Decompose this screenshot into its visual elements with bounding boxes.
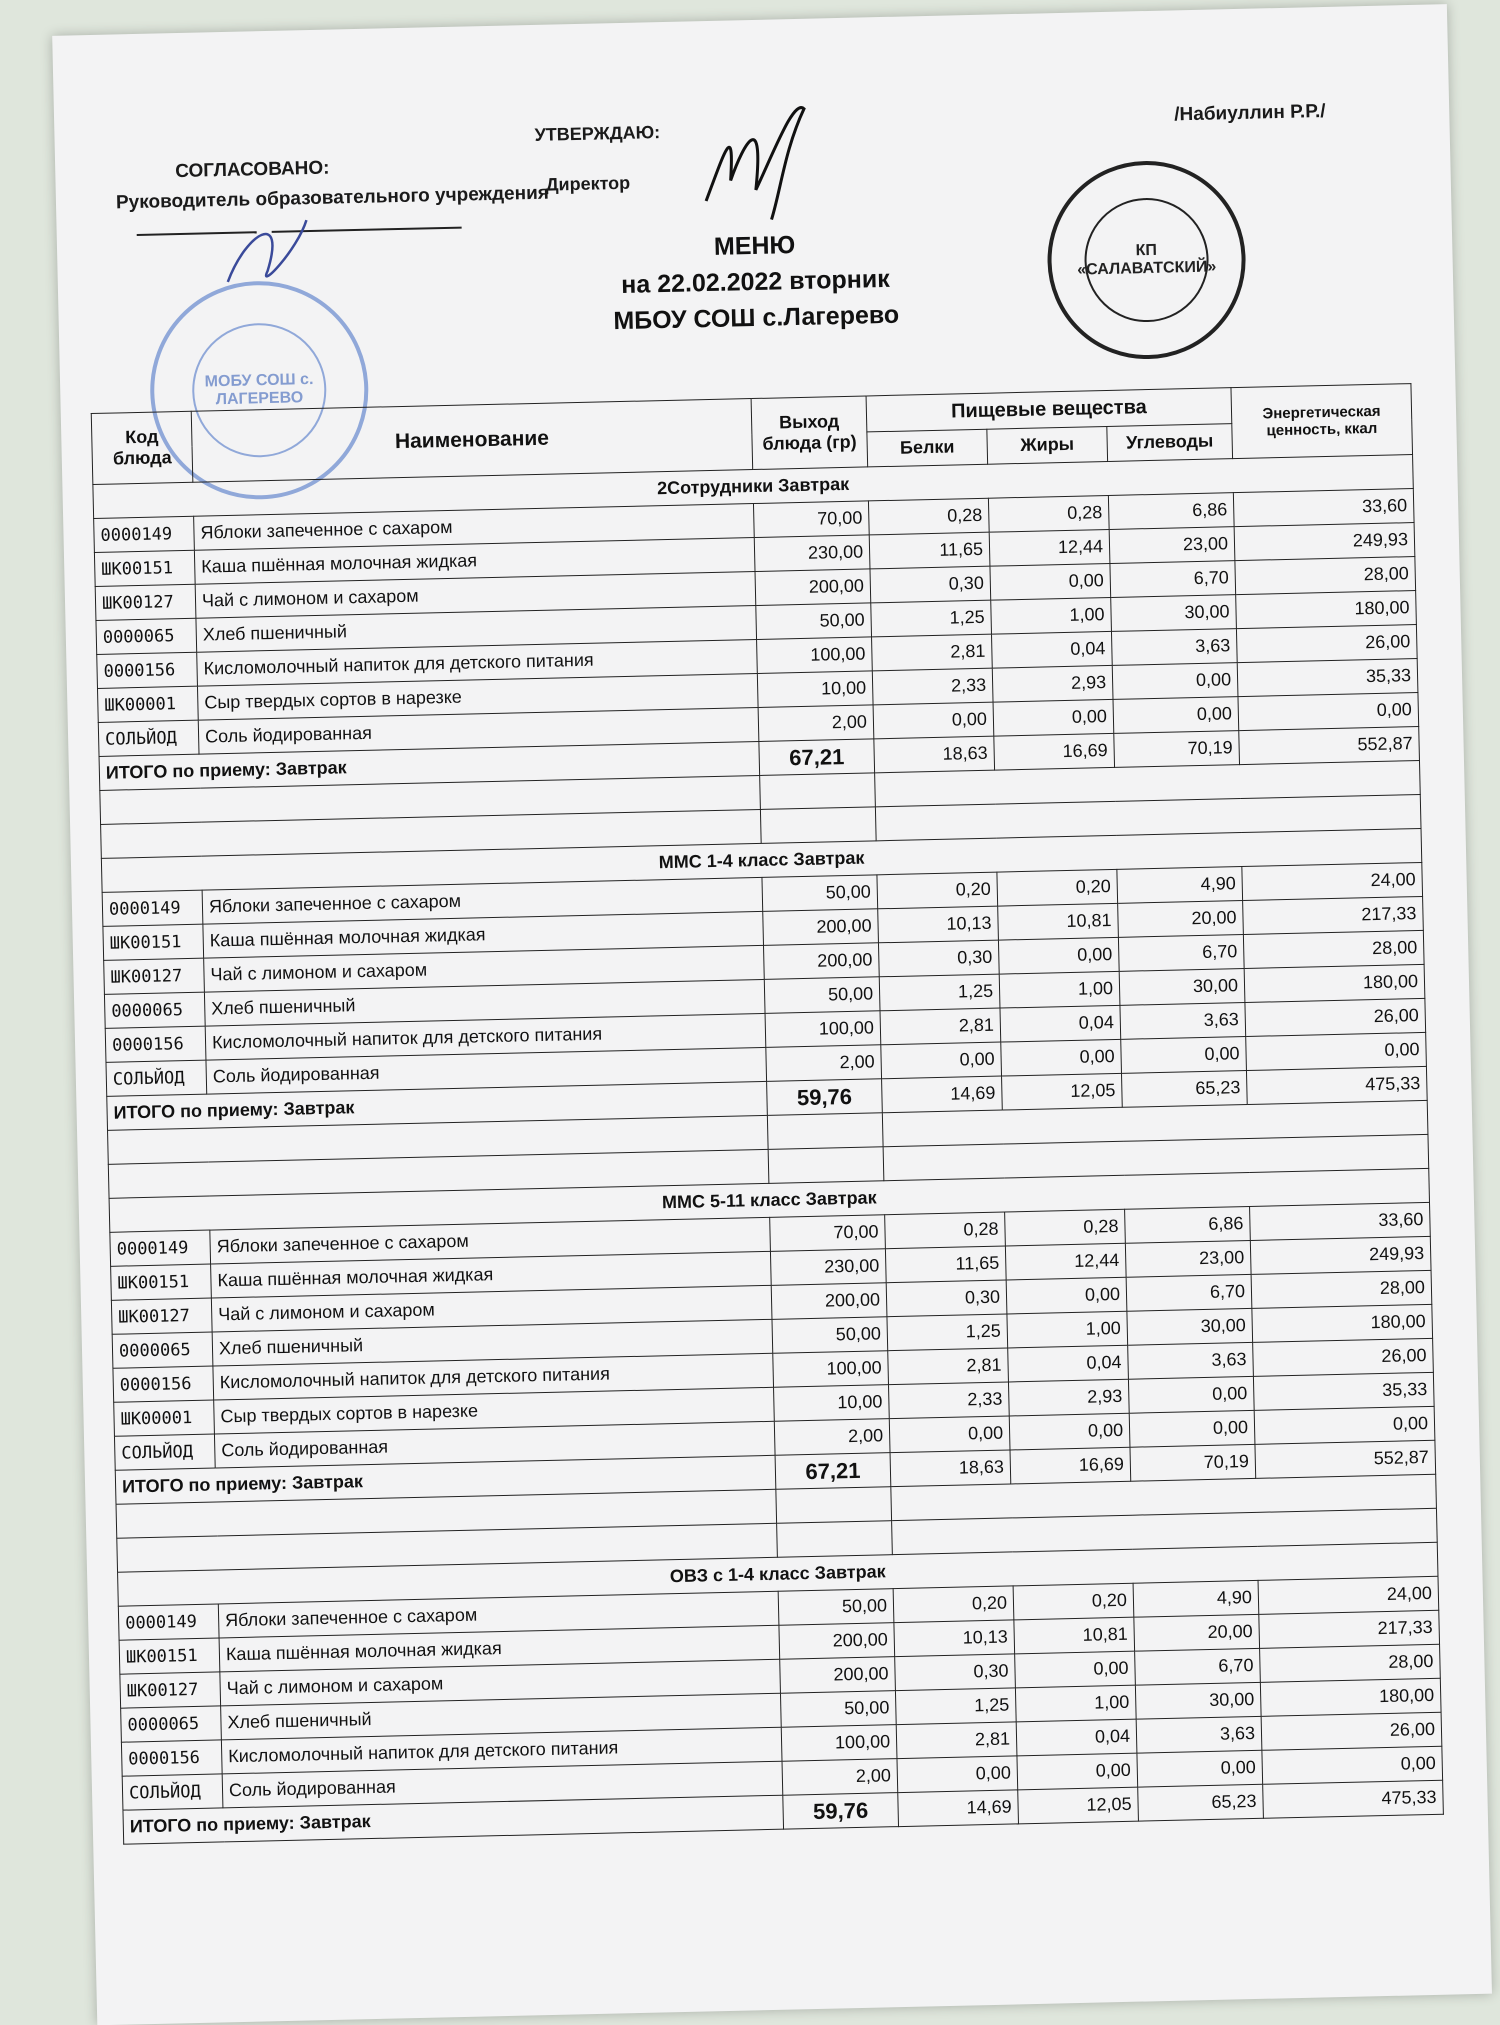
total-fat: 12,05 bbox=[1002, 1073, 1123, 1110]
dish-fat: 10,81 bbox=[1014, 1617, 1135, 1654]
dish-carbs: 30,00 bbox=[1135, 1682, 1261, 1719]
dish-protein: 0,20 bbox=[893, 1586, 1014, 1623]
dish-name: Кисломолочный напиток для детского питания bbox=[213, 1353, 774, 1400]
dish-energy: 28,00 bbox=[1235, 557, 1416, 595]
dish-code: 0000065 bbox=[121, 1706, 222, 1742]
dish-fat: 0,00 bbox=[1001, 1039, 1122, 1076]
dish-carbs: 6,86 bbox=[1125, 1206, 1251, 1243]
dish-code: 0000065 bbox=[104, 992, 205, 1028]
dish-carbs: 0,00 bbox=[1137, 1750, 1263, 1787]
dish-code: 0000156 bbox=[121, 1740, 222, 1776]
col-code: Код блюда bbox=[91, 411, 193, 484]
dish-fat: 0,00 bbox=[990, 563, 1111, 600]
dish-fat: 0,00 bbox=[1006, 1277, 1127, 1314]
dish-energy: 24,00 bbox=[1242, 862, 1423, 900]
dish-output: 2,00 bbox=[766, 1045, 882, 1082]
dish-energy: 0,00 bbox=[1254, 1406, 1435, 1444]
dish-protein: 0,30 bbox=[886, 1280, 1007, 1317]
dish-fat: 0,00 bbox=[1009, 1413, 1130, 1450]
dish-name: Кисломолочный напиток для детского питания bbox=[197, 639, 758, 686]
total-protein: 18,63 bbox=[890, 1450, 1011, 1487]
dish-energy: 180,00 bbox=[1260, 1678, 1441, 1716]
dish-protein: 0,00 bbox=[897, 1756, 1018, 1793]
dish-name: Кисломолочный напиток для детского питания bbox=[205, 1013, 766, 1060]
dish-fat: 1,00 bbox=[999, 971, 1120, 1008]
dish-protein: 0,30 bbox=[895, 1654, 1016, 1691]
dish-energy: 217,33 bbox=[1243, 896, 1424, 934]
dish-fat: 0,28 bbox=[1005, 1209, 1126, 1246]
dish-energy: 33,60 bbox=[1233, 489, 1414, 527]
dish-protein: 1,25 bbox=[895, 1688, 1016, 1725]
dish-fat: 0,04 bbox=[991, 631, 1112, 668]
dish-fat: 0,00 bbox=[1015, 1651, 1136, 1688]
dish-energy: 26,00 bbox=[1261, 1712, 1442, 1750]
dish-name: Каша пшённая молочная жидкая bbox=[219, 1625, 780, 1672]
dish-fat: 0,00 bbox=[998, 937, 1119, 974]
total-carbs: 70,19 bbox=[1114, 731, 1240, 768]
dish-output: 50,00 bbox=[778, 1589, 894, 1626]
total-output: 67,21 bbox=[775, 1453, 891, 1490]
dish-code: 0000156 bbox=[97, 652, 198, 688]
dish-protein: 2,81 bbox=[880, 1008, 1001, 1045]
page-title: МЕНЮ bbox=[713, 231, 796, 261]
dish-protein: 2,33 bbox=[888, 1382, 1009, 1419]
dish-protein: 1,25 bbox=[871, 600, 992, 637]
dish-carbs: 0,00 bbox=[1113, 697, 1239, 734]
total-label: ИТОГО по приему: Завтрак bbox=[115, 1455, 776, 1504]
dish-carbs: 4,90 bbox=[1133, 1580, 1259, 1617]
dish-fat: 2,93 bbox=[1008, 1379, 1129, 1416]
dish-name: Яблоки запеченное с сахаром bbox=[210, 1217, 771, 1264]
dish-code: ШК00151 bbox=[103, 924, 204, 960]
section-title: ММС 5-11 класс Завтрак bbox=[109, 1168, 1429, 1232]
dish-fat: 0,04 bbox=[1000, 1005, 1121, 1042]
dish-output: 50,00 bbox=[762, 875, 878, 912]
dish-energy: 35,33 bbox=[1237, 659, 1418, 697]
director-name: /Набиуллин Р.Р./ bbox=[1174, 100, 1326, 126]
total-fat: 12,05 bbox=[1018, 1787, 1139, 1824]
dish-energy: 180,00 bbox=[1252, 1304, 1433, 1342]
dish-carbs: 6,70 bbox=[1135, 1648, 1261, 1685]
dish-carbs: 30,00 bbox=[1111, 595, 1237, 632]
total-carbs: 65,23 bbox=[1121, 1070, 1247, 1107]
col-name: Наименование bbox=[191, 399, 752, 483]
dish-carbs: 4,90 bbox=[1117, 867, 1243, 904]
dish-code: ШК00001 bbox=[114, 1400, 215, 1436]
total-label: ИТОГО по приему: Завтрак bbox=[99, 741, 760, 790]
dish-output: 10,00 bbox=[757, 671, 873, 708]
dish-energy: 0,00 bbox=[1238, 693, 1419, 731]
dish-name: Хлеб пшеничный bbox=[204, 979, 765, 1026]
dish-output: 50,00 bbox=[764, 977, 880, 1014]
dish-carbs: 0,00 bbox=[1112, 663, 1238, 700]
total-output: 59,76 bbox=[783, 1793, 899, 1830]
dish-name: Яблоки запеченное с сахаром bbox=[194, 504, 755, 551]
dish-carbs: 30,00 bbox=[1119, 969, 1245, 1006]
dish-code: 0000149 bbox=[110, 1230, 211, 1266]
col-output: Выход блюда (гр) bbox=[751, 396, 868, 470]
dish-energy: 28,00 bbox=[1260, 1644, 1441, 1682]
col-nutrients: Пищевые вещества bbox=[866, 388, 1232, 432]
dish-energy: 0,00 bbox=[1262, 1746, 1443, 1784]
dish-code: СОЛЬЙОД bbox=[114, 1434, 215, 1470]
dish-name: Чай с лимоном и сахаром bbox=[195, 572, 756, 619]
total-carbs: 70,19 bbox=[1130, 1444, 1256, 1481]
dish-fat: 1,00 bbox=[1015, 1685, 1136, 1722]
dish-name: Хлеб пшеничный bbox=[221, 1693, 782, 1740]
dish-energy: 0,00 bbox=[1246, 1032, 1427, 1070]
dish-output: 70,00 bbox=[770, 1215, 886, 1252]
dish-code: ШК00127 bbox=[111, 1298, 212, 1334]
director-label: Директор bbox=[545, 172, 631, 195]
dish-fat: 0,20 bbox=[997, 869, 1118, 906]
menu-sheet bbox=[52, 4, 1492, 2025]
dish-protein: 2,81 bbox=[872, 634, 993, 671]
dish-protein: 10,13 bbox=[878, 906, 999, 943]
total-protein: 14,69 bbox=[898, 1790, 1019, 1827]
section-title: 2Сотрудники Завтрак bbox=[93, 455, 1413, 519]
dish-name: Каша пшённая молочная жидкая bbox=[203, 911, 764, 958]
dish-fat: 0,04 bbox=[1016, 1719, 1137, 1756]
dish-code: 0000156 bbox=[113, 1366, 214, 1402]
total-label: ИТОГО по приему: Завтрак bbox=[107, 1081, 768, 1130]
dish-name: Яблоки запеченное с сахаром bbox=[202, 877, 763, 924]
dish-output: 200,00 bbox=[763, 943, 879, 980]
dish-carbs: 6,70 bbox=[1118, 935, 1244, 972]
dish-protein: 0,00 bbox=[881, 1042, 1002, 1079]
dish-energy: 180,00 bbox=[1244, 964, 1425, 1002]
dish-output: 200,00 bbox=[780, 1657, 896, 1694]
page-subtitle: на 22.02.2022 вторник bbox=[620, 264, 890, 299]
col-energy: Энергетическая ценность, ккал bbox=[1231, 384, 1413, 459]
dish-code: 0000156 bbox=[105, 1026, 206, 1062]
dish-fat: 0,04 bbox=[1008, 1345, 1129, 1382]
col-fat: Жиры bbox=[987, 426, 1108, 464]
menu-table bbox=[91, 383, 1444, 1845]
dish-fat: 0,28 bbox=[988, 495, 1109, 532]
dish-output: 200,00 bbox=[779, 1623, 895, 1660]
total-energy: 552,87 bbox=[1239, 726, 1420, 764]
school-name: МБОУ СОШ с.Лагерево bbox=[613, 300, 900, 336]
section-title: ОВЗ с 1-4 класс Завтрак bbox=[118, 1542, 1438, 1606]
dish-fat: 0,00 bbox=[1017, 1753, 1138, 1790]
dish-carbs: 23,00 bbox=[1125, 1240, 1251, 1277]
dish-code: ШК00001 bbox=[97, 686, 198, 722]
blank-cell bbox=[777, 1521, 893, 1558]
dish-energy: 33,60 bbox=[1250, 1202, 1431, 1240]
dish-carbs: 23,00 bbox=[1109, 527, 1235, 564]
total-protein: 18,63 bbox=[874, 736, 995, 773]
dish-carbs: 0,00 bbox=[1121, 1037, 1247, 1074]
dish-carbs: 3,63 bbox=[1136, 1716, 1262, 1753]
dish-energy: 28,00 bbox=[1251, 1270, 1432, 1308]
col-carbs: Углеводы bbox=[1107, 423, 1233, 461]
total-energy: 475,33 bbox=[1263, 1780, 1444, 1818]
dish-name: Яблоки запеченное с сахаром bbox=[218, 1591, 779, 1638]
dish-code: 0000065 bbox=[96, 618, 197, 654]
dish-protein: 0,28 bbox=[885, 1212, 1006, 1249]
company-stamp-line1: КП bbox=[1135, 241, 1158, 260]
dish-code: ШК00151 bbox=[119, 1638, 220, 1674]
company-stamp-line2: «САЛАВАТСКИЙ» bbox=[1077, 258, 1217, 279]
dish-carbs: 6,70 bbox=[1126, 1274, 1252, 1311]
dish-output: 2,00 bbox=[782, 1759, 898, 1796]
dish-carbs: 0,00 bbox=[1129, 1410, 1255, 1447]
dish-protein: 1,25 bbox=[879, 974, 1000, 1011]
blank-cell bbox=[767, 1113, 883, 1150]
dish-energy: 24,00 bbox=[1258, 1576, 1439, 1614]
dish-carbs: 3,63 bbox=[1120, 1003, 1246, 1040]
blank-cell bbox=[776, 1487, 892, 1524]
dish-output: 50,00 bbox=[756, 603, 872, 640]
dish-output: 100,00 bbox=[757, 637, 873, 674]
total-carbs: 65,23 bbox=[1138, 1784, 1264, 1821]
dish-code: 0000149 bbox=[118, 1604, 219, 1640]
dish-name: Сыр твердых сортов в нарезке bbox=[197, 673, 758, 720]
dish-name: Соль йодированная bbox=[222, 1761, 783, 1808]
dish-output: 70,00 bbox=[753, 501, 869, 538]
dish-output: 200,00 bbox=[763, 909, 879, 946]
dish-protein: 0,30 bbox=[870, 566, 991, 603]
dish-protein: 11,65 bbox=[885, 1246, 1006, 1283]
dish-code: ШК00127 bbox=[104, 958, 205, 994]
dish-protein: 0,00 bbox=[873, 702, 994, 739]
total-energy: 552,87 bbox=[1255, 1440, 1436, 1478]
dish-protein: 1,25 bbox=[887, 1314, 1008, 1351]
dish-protein: 2,33 bbox=[872, 668, 993, 705]
dish-output: 200,00 bbox=[771, 1283, 887, 1320]
dish-energy: 26,00 bbox=[1236, 625, 1417, 663]
total-energy: 475,33 bbox=[1246, 1066, 1427, 1104]
total-fat: 16,69 bbox=[1010, 1447, 1131, 1484]
dish-protein: 0,20 bbox=[877, 872, 998, 909]
blank-cell bbox=[760, 773, 876, 810]
dish-fat: 12,44 bbox=[989, 529, 1110, 566]
dish-name: Соль йодированная bbox=[206, 1047, 767, 1094]
dish-name: Кисломолочный напиток для детского питания bbox=[221, 1727, 782, 1774]
dish-code: ШК00151 bbox=[94, 550, 195, 586]
dish-fat: 10,81 bbox=[998, 903, 1119, 940]
director-signature-icon bbox=[684, 88, 837, 231]
dish-fat: 1,00 bbox=[1007, 1311, 1128, 1348]
dish-energy: 26,00 bbox=[1245, 998, 1426, 1036]
col-protein: Белки bbox=[867, 429, 988, 467]
dish-name: Чай с лимоном и сахаром bbox=[204, 945, 765, 992]
dish-code: СОЛЬЙОД bbox=[98, 720, 199, 756]
school-stamp-text: МОБУ СОШ с. ЛАГЕРЕВО bbox=[191, 322, 328, 459]
dish-name: Соль йодированная bbox=[214, 1421, 775, 1468]
dish-protein: 0,28 bbox=[868, 498, 989, 535]
total-label: ИТОГО по приему: Завтрак bbox=[123, 1795, 784, 1844]
dish-output: 50,00 bbox=[780, 1691, 896, 1728]
dish-output: 200,00 bbox=[755, 569, 871, 606]
dish-output: 100,00 bbox=[781, 1725, 897, 1762]
dish-code: СОЛЬЙОД bbox=[122, 1774, 223, 1810]
dish-output: 100,00 bbox=[773, 1351, 889, 1388]
dish-code: ШК00127 bbox=[95, 584, 196, 620]
dish-code: 0000149 bbox=[94, 516, 195, 552]
dish-output: 2,00 bbox=[758, 705, 874, 742]
blank-cell bbox=[760, 807, 876, 844]
dish-code: 0000065 bbox=[112, 1332, 213, 1368]
dish-carbs: 20,00 bbox=[1118, 901, 1244, 938]
total-output: 67,21 bbox=[759, 739, 875, 776]
dish-code: 0000149 bbox=[102, 890, 203, 926]
dish-protein: 11,65 bbox=[869, 532, 990, 569]
dish-code: ШК00127 bbox=[120, 1672, 221, 1708]
dish-fat: 0,20 bbox=[1013, 1583, 1134, 1620]
dish-energy: 217,33 bbox=[1259, 1610, 1440, 1648]
dish-code: ШК00151 bbox=[111, 1264, 212, 1300]
dish-output: 50,00 bbox=[772, 1317, 888, 1354]
total-output: 59,76 bbox=[767, 1079, 883, 1116]
dish-carbs: 30,00 bbox=[1127, 1308, 1253, 1345]
dish-fat: 1,00 bbox=[991, 597, 1112, 634]
dish-carbs: 3,63 bbox=[1111, 629, 1237, 666]
dish-fat: 2,93 bbox=[992, 665, 1113, 702]
dish-fat: 12,44 bbox=[1005, 1243, 1126, 1280]
dish-energy: 35,33 bbox=[1253, 1372, 1434, 1410]
dish-energy: 26,00 bbox=[1253, 1338, 1434, 1376]
dish-protein: 0,30 bbox=[878, 940, 999, 977]
dish-protein: 2,81 bbox=[896, 1722, 1017, 1759]
total-fat: 16,69 bbox=[994, 733, 1115, 770]
dish-protein: 10,13 bbox=[894, 1620, 1015, 1657]
dish-name: Хлеб пшеничный bbox=[196, 606, 757, 653]
dish-output: 100,00 bbox=[765, 1011, 881, 1048]
total-protein: 14,69 bbox=[882, 1076, 1003, 1113]
dish-energy: 180,00 bbox=[1236, 591, 1417, 629]
dish-protein: 2,81 bbox=[888, 1348, 1009, 1385]
dish-carbs: 20,00 bbox=[1134, 1614, 1260, 1651]
dish-fat: 0,00 bbox=[993, 699, 1114, 736]
section-title: ММС 1-4 класс Завтрак bbox=[101, 828, 1421, 892]
dish-energy: 249,93 bbox=[1250, 1236, 1431, 1274]
dish-name: Хлеб пшеничный bbox=[212, 1319, 773, 1366]
approve-label: УТВЕРЖДАЮ: bbox=[534, 122, 661, 145]
dish-output: 10,00 bbox=[774, 1385, 890, 1422]
dish-energy: 249,93 bbox=[1234, 523, 1415, 561]
dish-name: Каша пшённая молочная жидкая bbox=[211, 1251, 772, 1298]
dish-output: 230,00 bbox=[770, 1249, 886, 1286]
dish-name: Каша пшённая молочная жидкая bbox=[194, 538, 755, 585]
approved-label: СОГЛАСОВАНО: bbox=[175, 157, 330, 183]
dish-name: Соль йодированная bbox=[198, 707, 759, 754]
approved-role: Руководитель образовательного учреждения bbox=[115, 182, 550, 214]
dish-protein: 0,00 bbox=[889, 1416, 1010, 1453]
dish-energy: 28,00 bbox=[1243, 930, 1424, 968]
dish-name: Сыр твердых сортов в нарезке bbox=[214, 1387, 775, 1434]
dish-code: СОЛЬЙОД bbox=[106, 1060, 207, 1096]
dish-carbs: 6,86 bbox=[1108, 493, 1234, 530]
dish-output: 2,00 bbox=[774, 1419, 890, 1456]
dish-carbs: 3,63 bbox=[1128, 1342, 1254, 1379]
dish-output: 230,00 bbox=[754, 535, 870, 572]
dish-name: Чай с лимоном и сахаром bbox=[211, 1285, 772, 1332]
dish-name: Чай с лимоном и сахаром bbox=[220, 1659, 781, 1706]
dish-carbs: 0,00 bbox=[1128, 1376, 1254, 1413]
blank-cell bbox=[768, 1147, 884, 1184]
dish-carbs: 6,70 bbox=[1110, 561, 1236, 598]
